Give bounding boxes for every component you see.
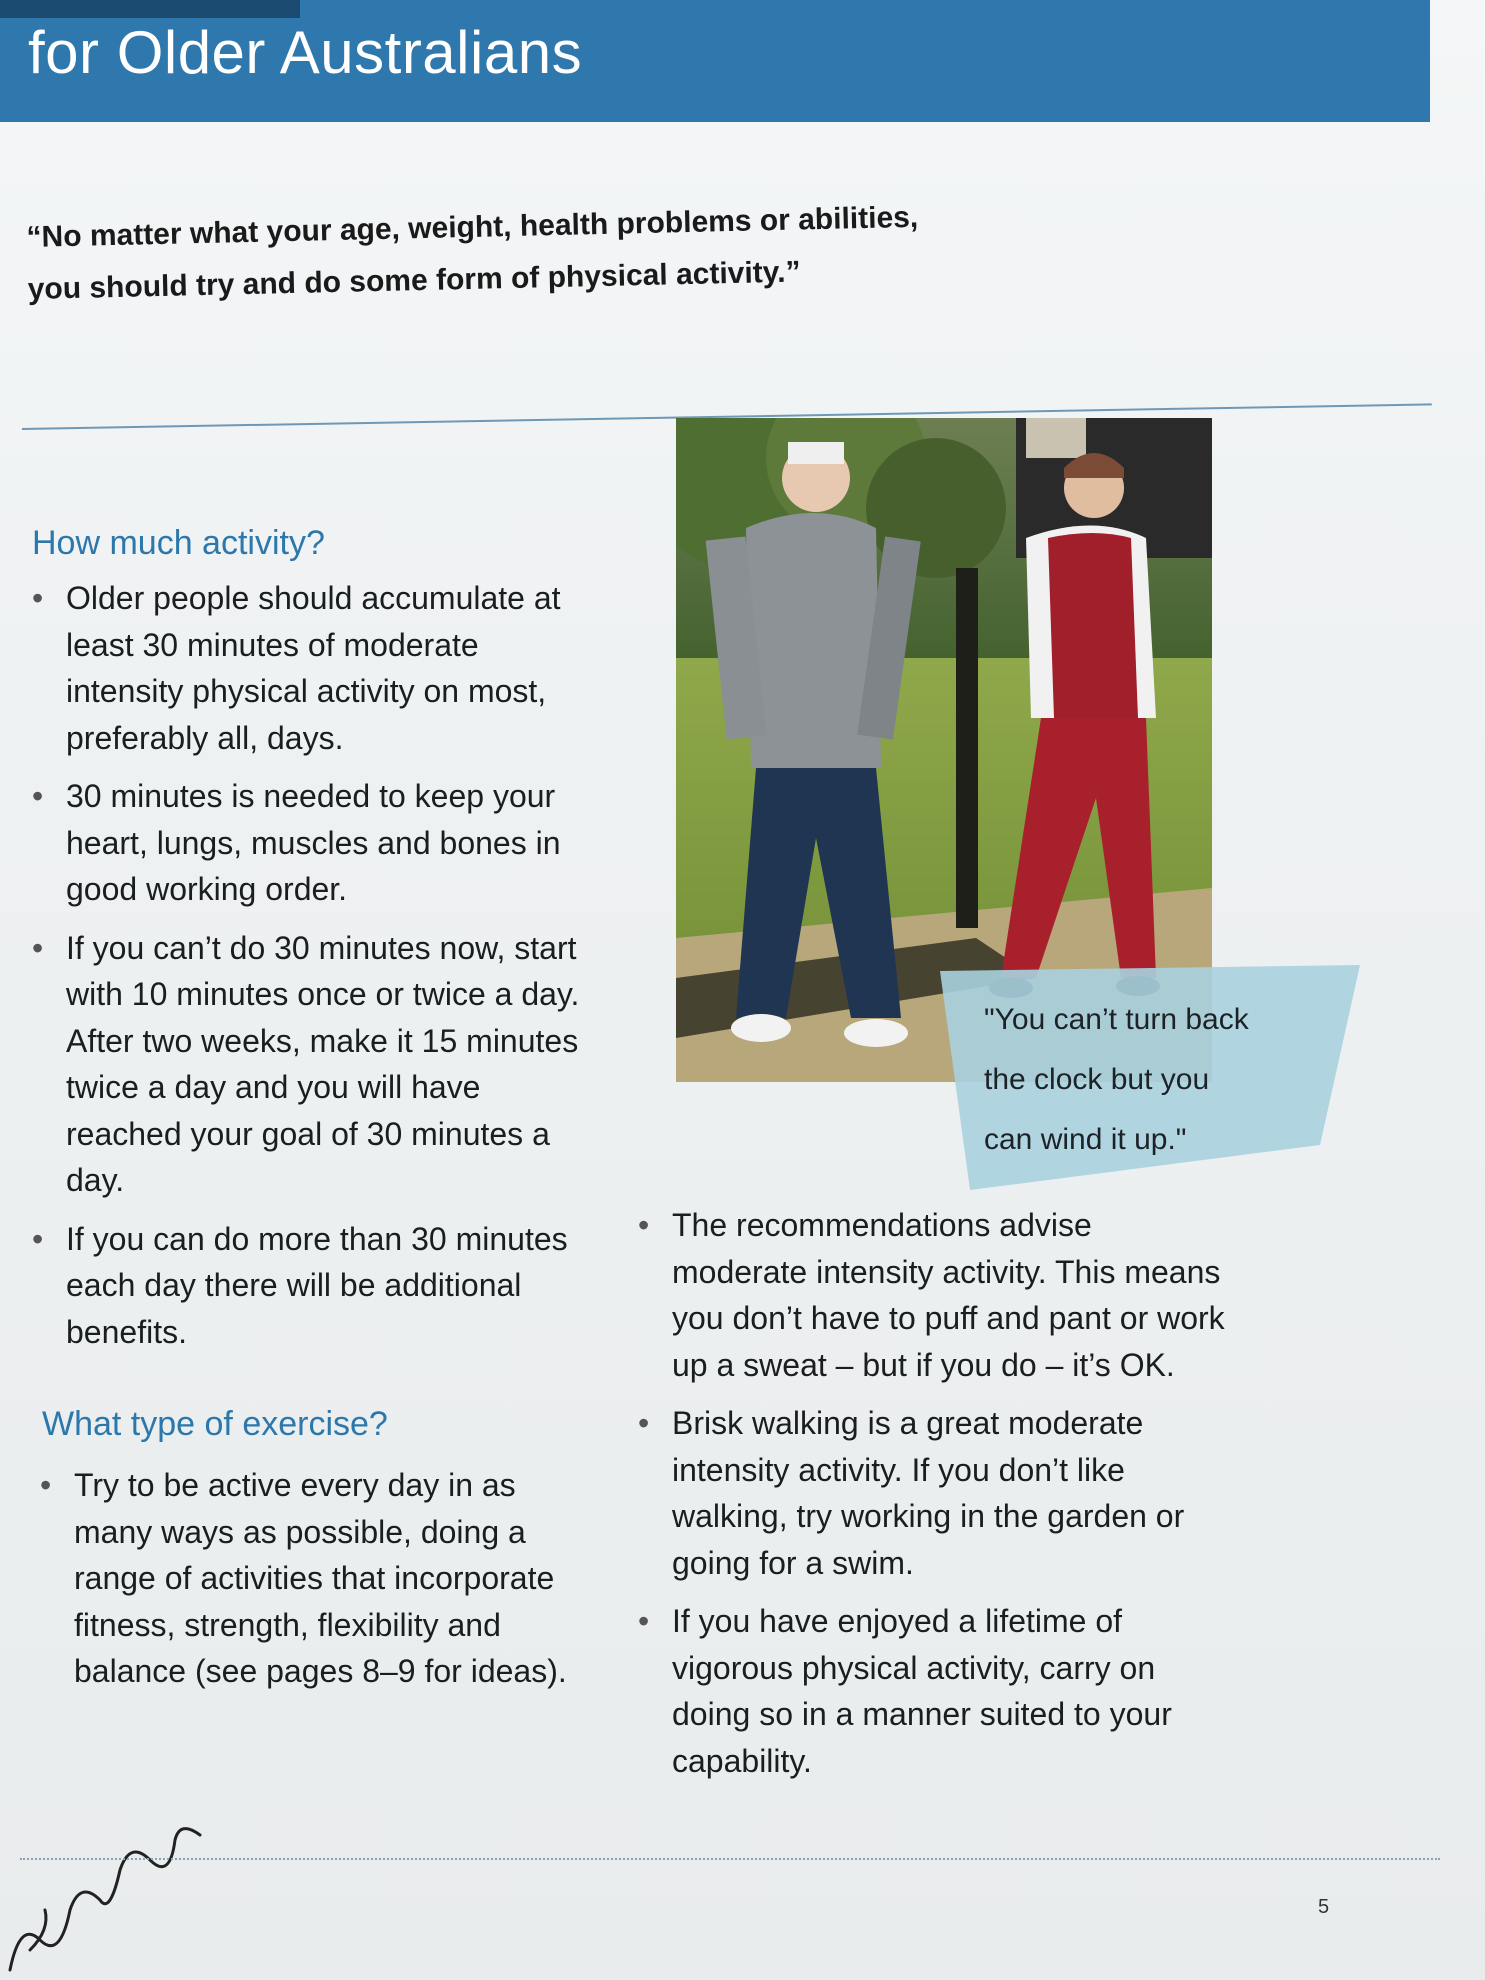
list-item-text: Try to be active every day in as many ways as possible, doing a range of activities that incorporate fitness, strength, flexibility and balance (see pages 8–9 for ideas). (74, 1467, 567, 1689)
bullet-icon: • (638, 1603, 650, 1639)
divider-bottom (20, 1858, 1440, 1860)
bullet-icon: • (32, 778, 44, 814)
bullet-icon: • (32, 580, 44, 616)
what-type-list (36, 1462, 596, 1707)
page-title: for Older Australians (28, 19, 583, 86)
list-item-text: If you can do more than 30 minutes each day there will be additional benefits. (66, 1220, 568, 1350)
pull-quote-line-1: “No matter what your age, weight, health problems or abilities, (26, 200, 919, 254)
handwritten-scribble (0, 1740, 240, 1980)
callout-line-2: the clock but you (984, 1063, 1210, 1096)
list-item (634, 1400, 1234, 1586)
callout-line-1: "You can’t turn back (984, 1003, 1249, 1036)
list-item-text: Older people should accumulate at least 30 minutes of moderate intensity physical activity on most, preferably all, days. (66, 580, 561, 756)
header-top-stripe (0, 0, 300, 18)
list-item (28, 575, 588, 761)
page-number: 5 (1318, 1896, 1330, 1918)
callout-line-3: can wind it up." (984, 1123, 1187, 1156)
section-heading-what-type: What type of exercise? (42, 1405, 388, 1443)
list-item-text: 30 minutes is needed to keep your heart, lungs, muscles and bones in good working order. (66, 778, 561, 907)
list-item-text: If you can’t do 30 minutes now, start with 10 minutes once or twice a day. After two weeks, make it 15 minutes twice a day and you will have reached your goal of 30 minutes a day. (66, 929, 580, 1198)
section-heading-how-much: How much activity? (32, 524, 325, 562)
list-item (634, 1598, 1234, 1784)
list-item (28, 773, 588, 913)
how-much-list (28, 575, 588, 1367)
bullet-icon: • (638, 1207, 650, 1243)
bullet-icon: • (40, 1467, 52, 1503)
bullet-icon: • (32, 1220, 44, 1257)
list-item (634, 1202, 1234, 1388)
bullet-icon: • (32, 929, 44, 966)
bullet-icon: • (638, 1405, 650, 1441)
list-item-text: Brisk walking is a great moderate intensity activity. If you don’t like walking, try working in the garden or going for a swim. (672, 1405, 1185, 1581)
list-item (28, 1216, 588, 1356)
header-band (0, 0, 1430, 122)
list-item (36, 1462, 596, 1695)
list-item (28, 925, 588, 1204)
callout-quote (984, 990, 1284, 1170)
pull-quote-line-2: you should try and do some form of physical activity.” (27, 255, 801, 306)
right-column-list (634, 1202, 1234, 1796)
list-item-text: The recommendations advise moderate intensity activity. This means you don’t have to puff and pant or work up a sweat – but if you do – it’s OK. (672, 1207, 1225, 1383)
list-item-text: If you have enjoyed a lifetime of vigorous physical activity, carry on doing so in a manner suited to your capability. (672, 1603, 1172, 1779)
pull-quote (26, 187, 1128, 316)
